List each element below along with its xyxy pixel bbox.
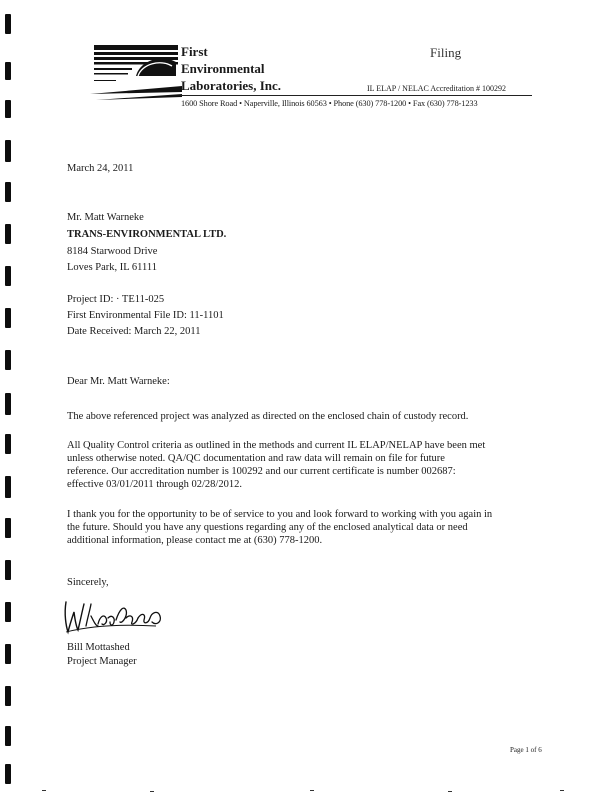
edge-mark [5,266,11,286]
recipient-street: 8184 Starwood Drive [67,246,158,257]
edge-mark [5,764,11,784]
salutation: Dear Mr. Matt Warneke: [67,376,170,387]
recipient-city: Loves Park, IL 61111 [67,262,158,273]
scan-speck [310,790,314,791]
scan-speck [42,790,46,791]
date-received: Date Received: March 22, 2011 [67,326,201,337]
scan-speck [560,790,564,791]
edge-mark [5,100,11,118]
edge-mark [5,476,11,498]
letterhead-rule [180,95,532,96]
company-name-line1: First [181,44,208,59]
paragraph-3-line-3: additional information, please contact me at (630) 778-1200. [67,535,323,546]
edge-mark [5,560,11,580]
file-id: First Environmental File ID: 11-1101 [67,310,224,321]
edge-mark [5,518,11,538]
edge-mark [5,434,11,454]
paragraph-2-line-3: reference. Our accreditation number is 100292 and our current certificate is number 002687: [67,466,456,477]
company-address: 1600 Shore Road • Naperville, Illinois 60563 • Phone (630) 778-1200 • Fax (630) 778-1233 [181,99,478,108]
project-id: Project ID: · TE11-025 [67,294,165,305]
edge-mark [5,726,11,746]
edge-mark [5,182,11,202]
edge-mark [5,686,11,706]
edge-mark [5,14,11,34]
scan-speck [150,791,154,792]
edge-mark [5,140,11,162]
edge-mark [5,393,11,415]
paragraph-3-line-2: the future. Should you have any questions regarding any of the enclosed analytical data or need [67,522,468,533]
recipient-name: Mr. Matt Warneke [67,212,144,223]
filing-stamp: Filing [430,45,462,60]
signer-title: Project Manager [67,656,137,667]
page-number: Page 1 of 6 [510,746,542,754]
edge-mark [5,644,11,664]
company-logo-graphic [90,42,182,106]
edge-mark [5,308,11,328]
paragraph-2-line-1: All Quality Control criteria as outlined in the methods and current IL ELAP/NELAP have been met [67,440,486,451]
accreditation-line: IL ELAP / NELAC Accreditation # 100292 [367,84,506,93]
edge-mark [5,602,11,622]
recipient-company: TRANS-ENVIRONMENTAL LTD. [67,229,227,240]
paragraph-2-line-4: effective 03/01/2011 through 02/28/2012. [67,479,242,490]
paragraph-3-line-1: I thank you for the opportunity to be of service to you and look forward to working with you again in [67,509,493,520]
scan-speck [448,791,452,792]
letter-date: March 24, 2011 [67,163,134,174]
signature-image [60,596,170,638]
closing: Sincerely, [67,577,109,588]
company-name-line2: Environmental [181,61,265,76]
edge-mark [5,224,11,244]
signer-name: Bill Mottashed [67,642,130,653]
paragraph-1: The above referenced project was analyzed as directed on the enclosed chain of custody record. [67,411,469,422]
company-name-line3: Laboratories, Inc. [181,78,282,93]
edge-mark [5,350,11,370]
paragraph-2-line-2: unless otherwise noted. QA/QC documentation and raw data will remain on file for future [67,453,445,464]
edge-mark [5,62,11,80]
